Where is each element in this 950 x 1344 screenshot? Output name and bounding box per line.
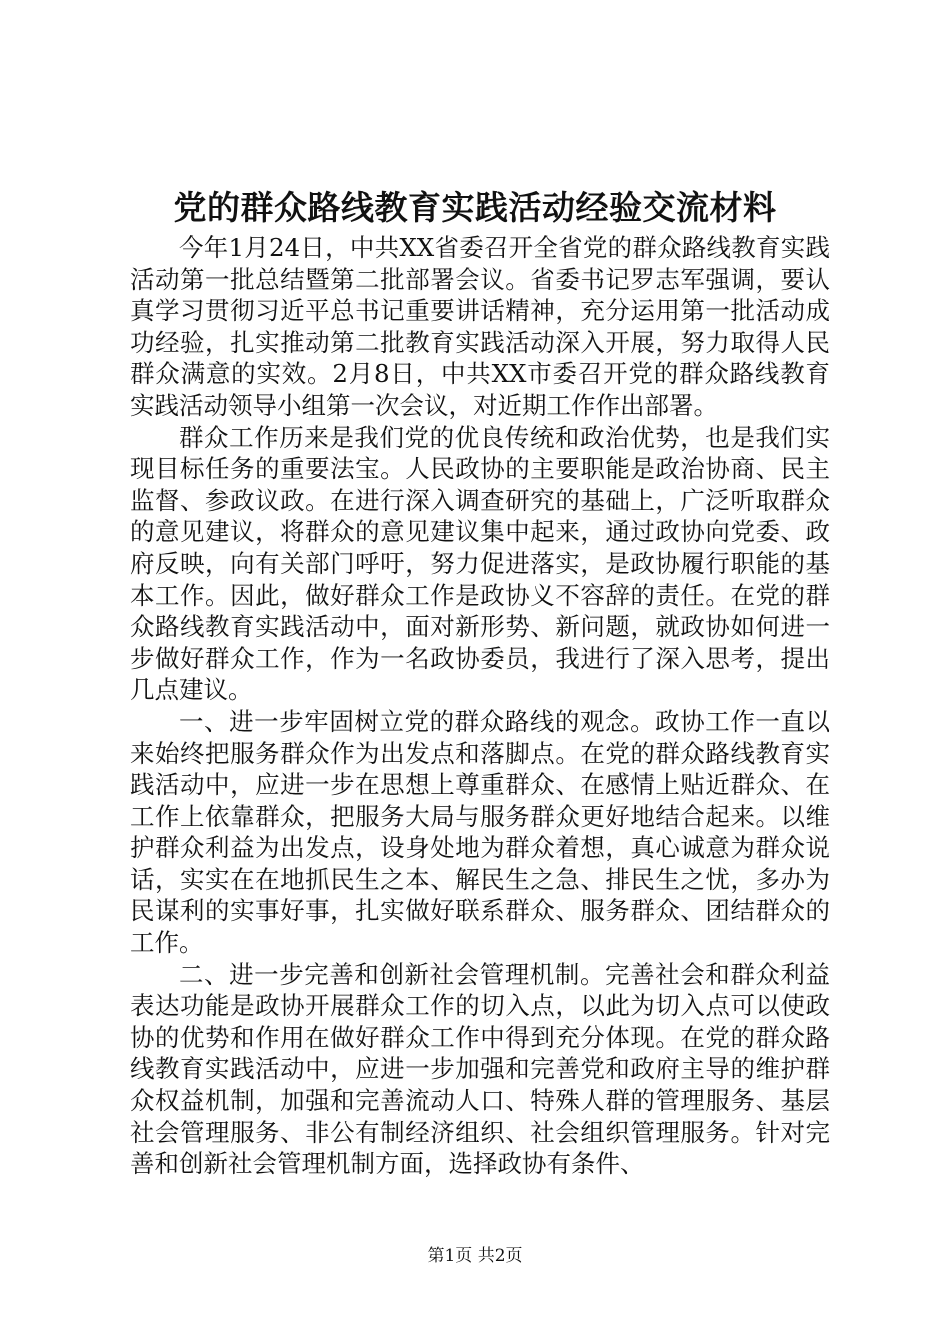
document-title: 党的群众路线教育实践活动经验交流材料: [173, 188, 777, 227]
paragraph-point-one: 一、进一步牢固树立党的群众路线的观念。政协工作一直以来始终把服务群众作为出发点和落脚点。在党的群众路线教育实践活动中，应进一步在思想上尊重群众、在感情上贴近群众、在工作上依靠群众，把服务大局与服务群众更好地结合起来。以维护群众利益为出发点，设身处地为群众着想，真心诚意为群众说话，实实在在地抓民生之本、解民生之急、排民生之忧，多办为民谋利的实事好事，扎实做好联系群众、服务群众、团结群众的工作。: [130, 706, 830, 958]
paragraph-background: 群众工作历来是我们党的优良传统和政治优势，也是我们实现目标任务的重要法宝。人民政协的主要职能是政治协商、民主监督、参政议政。在进行深入调查研究的基础上，广泛听取群众的意见建议，将群众的意见建议集中起来，通过政协向党委、政府反映，向有关部门呼吁，努力促进落实，是政协履行职能的基本工作。因此，做好群众工作是政协义不容辞的责任。在党的群众路线教育实践活动中，面对新形势、新问题，就政协如何进一步做好群众工作，作为一名政协委员，我进行了深入思考，提出几点建议。: [130, 422, 830, 705]
paragraph-intro: 今年1月24日，中共XX省委召开全省党的群众路线教育实践活动第一批总结暨第二批部署会议。省委书记罗志军强调，要认真学习贯彻习近平总书记重要讲话精神，充分运用第一批活动成功经验，扎实推动第二批教育实践活动深入开展，努力取得人民群众满意的实效。2月8日，中共XX市委召开党的群众路线教育实践活动领导小组第一次会议，对近期工作作出部署。: [130, 233, 830, 420]
document-body: [130, 232, 830, 1180]
page-number-footer: 第1页 共2页: [427, 1246, 523, 1266]
paragraph-point-two: 二、进一步完善和创新社会管理机制。完善社会和群众利益表达功能是政协开展群众工作的切入点，以此为切入点可以使政协的优势和作用在做好群众工作中得到充分体现。在党的群众路线教育实践活动中，应进一步加强和完善党和政府主导的维护群众权益机制，加强和完善流动人口、特殊人群的管理服务、基层社会管理服务、非公有制经济组织、社会组织管理服务。针对完善和创新社会管理机制方面，选择政协有条件、: [130, 959, 830, 1179]
